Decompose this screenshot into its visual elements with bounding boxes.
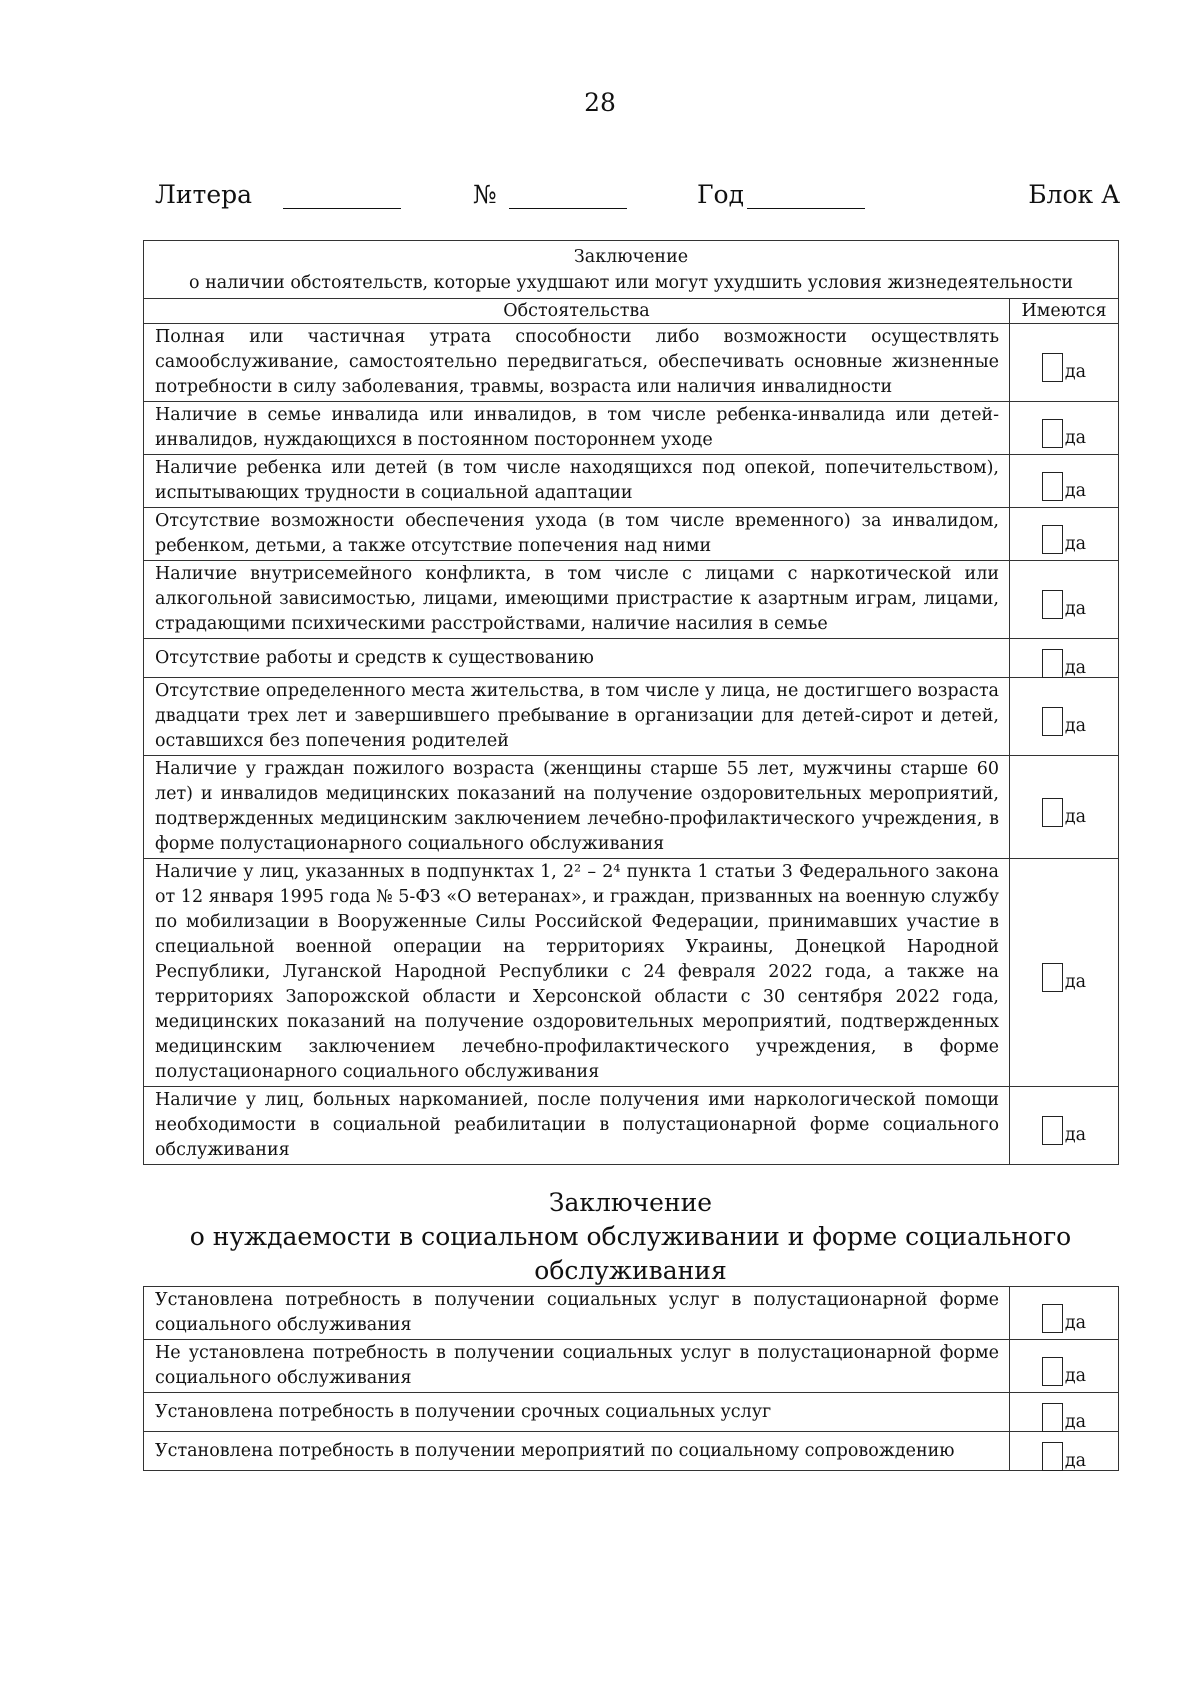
checkbox[interactable] — [1042, 963, 1063, 992]
need-table — [143, 1286, 1119, 1471]
table-row — [144, 455, 1119, 508]
checkbox[interactable] — [1042, 1304, 1063, 1333]
checkbox[interactable] — [1042, 1442, 1063, 1471]
conclusion-title-line-1: Заключение — [548, 1188, 713, 1217]
circumstance-text: Отсутствие работы и средств к существованию — [144, 639, 1010, 678]
yes-label: да — [1064, 1312, 1087, 1333]
table-row — [144, 324, 1119, 402]
checkbox[interactable] — [1042, 419, 1063, 448]
yes-label: да — [1064, 1125, 1087, 1145]
circumstance-text: Отсутствие возможности обеспечения ухода (в том числе временного) за инвалидом, ребенком, детьми, а также отсутствие попечения над ними — [144, 508, 1010, 561]
mark-cell — [1010, 508, 1119, 561]
mark-cell — [1010, 402, 1119, 455]
yes-label: да — [1064, 972, 1087, 992]
checkbox[interactable] — [1042, 1116, 1063, 1145]
checkbox[interactable] — [1042, 1403, 1063, 1432]
yes-label: да — [1064, 362, 1087, 382]
circumstances-table-title — [144, 241, 1119, 299]
checkbox[interactable] — [1042, 472, 1063, 501]
table-row — [144, 859, 1119, 1087]
mark-cell — [1010, 639, 1119, 678]
litera-field[interactable] — [283, 180, 401, 209]
circumstance-text: Полная или частичная утрата способности либо возможности осуществлять самообслуживание, самостоятельно передвигаться, обеспечивать основные жизненные потребности в силу заболевания, травмы, возраста или наличия инвалидности — [144, 324, 1010, 402]
circumstance-text: Наличие у лиц, указанных в подпунктах 1, 2² – 2⁴ пункта 1 статьи 3 Федерального закона от 12 января 1995 года № 5-ФЗ «О ветеранах», и граждан, призванных на военную службу по мобилизации в Вооруженные Силы Российской Федерации, принимавших участие в специальной военной операции на территориях Украины, Донецкой Народной Республики, Луганской Народной Республики с 24 февраля 2022 года, а также на территориях Запорожской области и Херсонской области с 30 сентября 2022 года, медицинских показаний на получение оздоровительных мероприятий, подтвержденных медицинским заключением лечебно-профилактического учреждения, в форме полустационарного социального обслуживания — [144, 859, 1010, 1087]
circumstance-text: Наличие в семье инвалида или инвалидов, в том числе ребенка-инвалида или детей-инвалидов, нуждающихся в постоянном постороннем уходе — [144, 402, 1010, 455]
table-title-line-1: Заключение — [573, 246, 689, 267]
conclusion-title — [143, 1186, 1118, 1288]
yes-label: да — [1064, 716, 1087, 736]
mark-cell — [1010, 1393, 1119, 1432]
mark-cell — [1010, 561, 1119, 639]
yes-label: да — [1064, 806, 1087, 827]
need-text: Не установлена потребность в получении социальных услуг в полустационарной форме социального обслуживания — [144, 1340, 1010, 1393]
table-row — [144, 561, 1119, 639]
number-label: № — [473, 180, 497, 209]
yes-label: да — [1064, 657, 1087, 678]
need-text: Установлена потребность в получении социальных услуг в полустационарной форме социального обслуживания — [144, 1287, 1010, 1340]
need-text: Установлена потребность в получении мероприятий по социальному сопровождению — [144, 1432, 1010, 1471]
yes-label: да — [1064, 533, 1087, 554]
mark-cell — [1010, 1287, 1119, 1340]
yes-label: да — [1064, 480, 1087, 501]
table-row — [144, 1340, 1119, 1393]
table-row — [144, 508, 1119, 561]
table-row — [144, 1087, 1119, 1165]
yes-label: да — [1064, 599, 1087, 619]
checkbox[interactable] — [1042, 1357, 1063, 1386]
checkbox[interactable] — [1042, 525, 1063, 554]
mark-cell — [1010, 678, 1119, 756]
litera-label: Литера — [155, 180, 253, 209]
number-field[interactable] — [509, 180, 627, 209]
column-header-circumstances: Обстоятельства — [144, 299, 1010, 324]
checkbox[interactable] — [1042, 798, 1063, 827]
circumstance-text: Наличие у граждан пожилого возраста (женщины старше 55 лет, мужчины старше 60 лет) и инвалидов медицинских показаний на получение оздоровительных мероприятий, подтвержденных медицинским заключением лечебно-профилактического учреждения, в форме полустационарного социального обслуживания — [144, 756, 1010, 859]
table-title-line-2: о наличии обстоятельств, которые ухудшают или могут ухудшить условия жизнедеятельности — [188, 272, 1074, 293]
conclusion-title-line-3: обслуживания — [534, 1256, 727, 1285]
yes-label: да — [1064, 1450, 1087, 1471]
table-row — [144, 1393, 1119, 1432]
checkbox[interactable] — [1042, 649, 1063, 678]
mark-cell — [1010, 324, 1119, 402]
checkbox[interactable] — [1042, 590, 1063, 619]
yes-label: да — [1064, 1411, 1087, 1432]
table-row — [144, 756, 1119, 859]
circumstances-table — [143, 240, 1119, 1165]
year-label: Год — [697, 180, 744, 209]
mark-cell — [1010, 859, 1119, 1087]
circumstance-text: Наличие внутрисемейного конфликта, в том числе с лицами с наркотической или алкогольной зависимостью, лицами, имеющими пристрастие к азартным играм, лицами, страдающими психическими расстройствами, наличие насилия в семье — [144, 561, 1010, 639]
table-row — [144, 639, 1119, 678]
table-row — [144, 402, 1119, 455]
table-row — [144, 678, 1119, 756]
form-header — [155, 180, 1120, 216]
page-number: 28 — [584, 88, 616, 117]
yes-label: да — [1064, 1365, 1087, 1386]
mark-cell — [1010, 1432, 1119, 1471]
mark-cell — [1010, 455, 1119, 508]
table-row — [144, 1287, 1119, 1340]
circumstance-text: Отсутствие определенного места жительства, в том числе у лица, не достигшего возраста двадцати трех лет и завершившего пребывание в организации для детей-сирот и детей, оставшихся без попечения родителей — [144, 678, 1010, 756]
circumstance-text: Наличие у лиц, больных наркоманией, после получения ими наркологической помощи необходимости в социальной реабилитации в полустационарной форме социального обслуживания — [144, 1087, 1010, 1165]
mark-cell — [1010, 756, 1119, 859]
year-field[interactable] — [747, 180, 865, 209]
mark-cell — [1010, 1087, 1119, 1165]
table-row — [144, 1432, 1119, 1471]
circumstance-text: Наличие ребенка или детей (в том числе находящихся под опекой, попечительством), испытывающих трудности в социальной адаптации — [144, 455, 1010, 508]
conclusion-title-line-2: о нуждаемости в социальном обслуживании и форме социального — [189, 1222, 1072, 1251]
mark-cell — [1010, 1340, 1119, 1393]
checkbox[interactable] — [1042, 353, 1063, 382]
need-text: Установлена потребность в получении срочных социальных услуг — [144, 1393, 1010, 1432]
column-header-present: Имеются — [1010, 299, 1119, 324]
checkbox[interactable] — [1042, 707, 1063, 736]
block-label: Блок А — [1028, 180, 1120, 209]
yes-label: да — [1064, 427, 1087, 448]
